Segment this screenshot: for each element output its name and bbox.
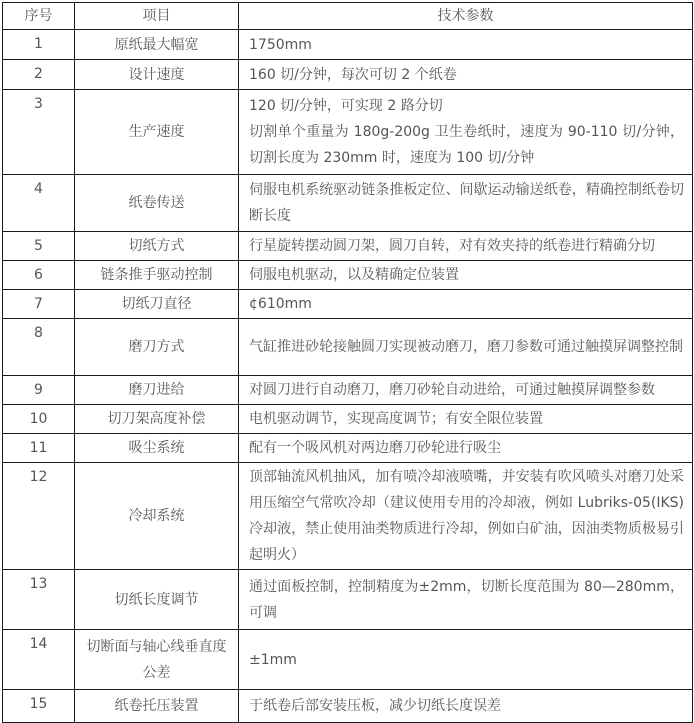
- item-name-cell: 切纸方式: [75, 232, 239, 261]
- param-paragraph: 气缸推进砂轮接触圆刀实现被动磨刀，磨刀参数可通过触摸屏调整控制: [249, 339, 683, 355]
- item-name-cell: 冷却系统: [75, 463, 239, 570]
- header-cell-item: 项目: [75, 3, 239, 30]
- item-name-cell: 切纸刀直径: [75, 290, 239, 319]
- tech-params-cell: [239, 570, 693, 630]
- header-row: [3, 3, 693, 30]
- item-name-cell: 链条推手驱动控制: [75, 261, 239, 290]
- tech-params-cell: [239, 90, 693, 175]
- header-cell-params: 技术参数: [239, 3, 693, 30]
- item-name-cell: 纸卷托压装置: [75, 690, 239, 723]
- tech-params-cell: [239, 405, 693, 434]
- header-cell-index: 序号: [3, 3, 75, 30]
- item-name-cell: 生产速度: [75, 90, 239, 175]
- tech-params-cell: [239, 30, 693, 60]
- item-name-cell: 磨刀进给: [75, 376, 239, 405]
- table-row: [3, 463, 693, 570]
- tech-params-cell: [239, 232, 693, 261]
- row-index-cell: 4: [3, 175, 75, 232]
- item-name-cell: 原纸最大幅宽: [75, 30, 239, 60]
- row-index-cell: 1: [3, 30, 75, 60]
- spec-table-body: [3, 30, 693, 723]
- table-row: [3, 570, 693, 630]
- row-index-cell: 15: [3, 690, 75, 723]
- tech-params-cell: [239, 261, 693, 290]
- param-paragraph: 160 切/分钟，每次可切 2 个纸卷: [249, 66, 457, 83]
- table-row: [3, 290, 693, 319]
- param-paragraph: 对圆刀进行自动磨刀，磨刀砂轮自动进给，可通过触摸屏调整参数: [249, 382, 655, 398]
- param-paragraph: 顶部轴流风机抽风，加有喷冷却液喷嘴，并安装有吹风喷头对磨刀处采用压缩空气常吹冷却（建议使用专用的冷却液，例如 Lubriks-05(IKS)冷却液，禁止使用油类物质进行冷却，例如白矿油，因油类物质极易引起明火）: [249, 469, 684, 563]
- table-row: [3, 376, 693, 405]
- param-paragraph: 配有一个吸风机对两边磨刀砂轮进行吸尘: [249, 440, 501, 456]
- row-index-cell: 10: [3, 405, 75, 434]
- param-paragraph: 于纸卷后部安装压板，减少切纸长度误差: [249, 698, 501, 714]
- item-name-cell: 切刀架高度补偿: [75, 405, 239, 434]
- table-row: [3, 232, 693, 261]
- table-row: [3, 690, 693, 723]
- row-index-cell: 9: [3, 376, 75, 405]
- table-row: [3, 405, 693, 434]
- param-paragraph: 伺服电机驱动，以及精确定位装置: [249, 267, 459, 283]
- param-paragraph: 1750mm: [249, 36, 312, 53]
- table-row: [3, 90, 693, 175]
- param-paragraph: 伺服电机系统驱动链条推板定位、间歇运动输送纸卷，精确控制纸卷切断长度: [249, 182, 684, 224]
- tech-params-cell: [239, 630, 693, 690]
- item-name-cell: 切纸长度调节: [75, 570, 239, 630]
- tech-params-cell: [239, 319, 693, 376]
- param-paragraph: 通过面板控制，控制精度为±2mm，切断长度范围为 80—280mm，可调: [249, 578, 684, 621]
- row-index-cell: 14: [3, 630, 75, 690]
- table-row: [3, 60, 693, 90]
- row-index-cell: 8: [3, 319, 75, 376]
- table-row: [3, 319, 693, 376]
- tech-params-cell: [239, 690, 693, 723]
- item-name-cell: 吸尘系统: [75, 434, 239, 463]
- tech-params-cell: [239, 376, 693, 405]
- item-name-cell: 切断面与轴心线垂直度公差: [75, 630, 239, 690]
- row-index-cell: 2: [3, 60, 75, 90]
- param-paragraph: 120 切/分钟，可实现 2 路分切: [249, 98, 443, 114]
- tech-params-cell: [239, 175, 693, 232]
- row-index-cell: 6: [3, 261, 75, 290]
- param-paragraph: 电机驱动调节，实现高度调节；有安全限位装置: [249, 411, 543, 427]
- row-index-cell: 3: [3, 90, 75, 175]
- table-row: [3, 630, 693, 690]
- row-index-cell: 11: [3, 434, 75, 463]
- param-paragraph: ¢610mm: [249, 296, 312, 312]
- param-paragraph: 行星旋转摆动圆刀架，圆刀自转，对有效夹持的纸卷进行精确分切: [249, 238, 655, 254]
- item-name-cell: 纸卷传送: [75, 175, 239, 232]
- table-row: [3, 30, 693, 60]
- row-index-cell: 12: [3, 463, 75, 570]
- row-index-cell: 5: [3, 232, 75, 261]
- table-row: [3, 434, 693, 463]
- tech-params-cell: [239, 290, 693, 319]
- tech-params-cell: [239, 60, 693, 90]
- item-name-cell: 磨刀方式: [75, 319, 239, 376]
- table-row: [3, 175, 693, 232]
- tech-params-cell: [239, 434, 693, 463]
- table-row: [3, 261, 693, 290]
- item-name-cell: 设计速度: [75, 60, 239, 90]
- tech-spec-table: [2, 2, 693, 723]
- param-paragraph: ±1mm: [249, 651, 297, 668]
- param-paragraph: 切割单个重量为 180g-200g 卫生卷纸时，速度为 90-110 切/分钟，切割长度为 230mm 时，速度为 100 切/分钟: [249, 124, 684, 166]
- row-index-cell: 7: [3, 290, 75, 319]
- row-index-cell: 13: [3, 570, 75, 630]
- tech-params-cell: [239, 463, 693, 570]
